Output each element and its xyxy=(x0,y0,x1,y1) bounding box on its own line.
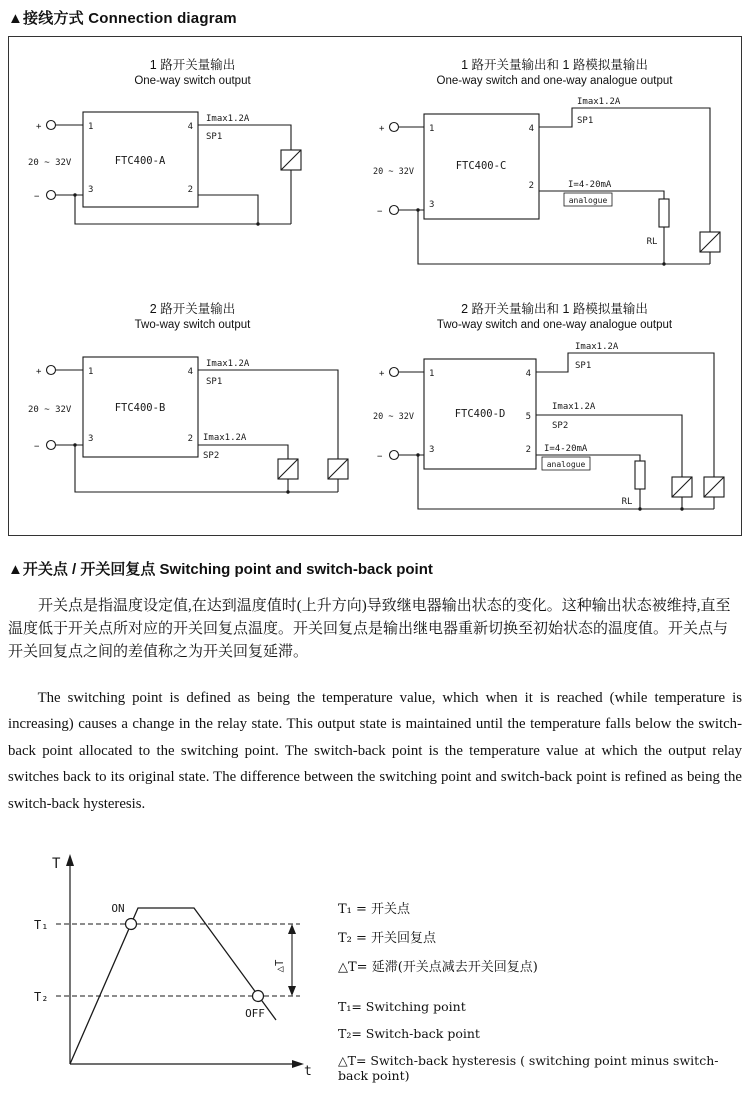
rl-label: RL xyxy=(646,237,658,248)
imax-sp1-label: Imax1.2A xyxy=(205,114,249,125)
hysteresis-graph-section xyxy=(8,848,742,1095)
y-axis-label: T xyxy=(52,855,61,872)
x-axis-arrow-icon xyxy=(292,1060,304,1068)
analogue-current-label: I=4-20mA xyxy=(544,443,588,454)
sp1-label: SP1 xyxy=(205,376,222,387)
off-label: OFF xyxy=(245,1006,265,1020)
plus-label: + xyxy=(379,124,385,135)
terminal-1-label: 1 xyxy=(429,124,435,135)
imax-sp1-label: Imax1.2A xyxy=(575,341,619,352)
terminal-4-label: 4 xyxy=(187,366,193,377)
delta-t-arrow xyxy=(288,924,296,996)
diagram-grid xyxy=(13,57,737,529)
plus-label: + xyxy=(35,366,41,377)
minus-terminal-icon xyxy=(390,206,399,215)
plus-label: + xyxy=(35,122,41,133)
terminal-4-label: 4 xyxy=(528,124,534,135)
supply-voltage-label: 20 ~ 32V xyxy=(373,411,414,422)
terminal-2-label: 2 xyxy=(528,181,534,192)
y-axis-arrow-icon xyxy=(66,854,74,866)
on-point-icon xyxy=(126,918,137,929)
legend-chinese xyxy=(338,898,742,975)
plus-terminal-icon xyxy=(46,365,55,374)
imax-sp1-label: Imax1.2A xyxy=(577,97,621,108)
diagram-ftc400c xyxy=(372,57,737,277)
sp1-label: SP1 xyxy=(205,132,222,143)
minus-label: − xyxy=(377,451,383,462)
diagram-c-junctions xyxy=(416,209,665,266)
diagram-b-wiring xyxy=(46,357,348,492)
legend-english xyxy=(338,999,742,1083)
terminal-4-label: 4 xyxy=(525,368,531,379)
sp1-label: SP1 xyxy=(577,116,594,127)
diagram-b-labels xyxy=(28,359,250,461)
diagram-c-labels xyxy=(373,97,657,247)
diagram-c-schematic xyxy=(372,92,737,277)
section-title-connection: ▲接线方式 Connection diagram xyxy=(8,10,237,27)
diagram-a-title-cn: 1 路开关量输出 xyxy=(149,58,236,72)
terminal-1-label: 1 xyxy=(429,368,435,379)
threshold-lines xyxy=(56,924,300,996)
model-label: FTC400-A xyxy=(114,155,165,168)
diagram-b-junctions xyxy=(73,443,289,493)
t1-axis-label: T₁ xyxy=(34,917,49,932)
x-axis-label: t xyxy=(304,1063,312,1076)
graph-labels xyxy=(34,856,312,1076)
plus-terminal-icon xyxy=(390,367,399,376)
diagram-ftc400b xyxy=(13,301,372,528)
diagram-c-wiring xyxy=(390,108,721,264)
diagram-c-title xyxy=(437,57,673,89)
diagram-a-junctions xyxy=(73,194,259,226)
model-label: FTC400-D xyxy=(454,407,506,420)
terminal-3-label: 3 xyxy=(87,185,93,196)
minus-label: − xyxy=(33,192,39,203)
diagram-b-title-en: Two-way switch output xyxy=(134,319,251,332)
delta-t-label: △T xyxy=(274,959,286,972)
legend-en-t2: T₂= Switch-back point xyxy=(338,1025,480,1041)
analogue-label: analogue xyxy=(546,459,586,469)
terminal-2-label: 2 xyxy=(525,444,531,455)
graph-axes xyxy=(70,862,296,1064)
imax-sp2-label: Imax1.2A xyxy=(552,401,596,412)
sp1-label: SP1 xyxy=(575,360,592,371)
legend-cn-t1: T₁ = 开关点 xyxy=(338,901,411,917)
load-resistor-icon xyxy=(659,199,669,227)
diagram-d-labels xyxy=(373,342,632,507)
terminal-3-label: 3 xyxy=(429,200,435,211)
diagram-b-schematic xyxy=(23,337,363,502)
plus-label: + xyxy=(379,368,385,379)
legend-cn-delta: △T= 延滞(开关点减去开关回复点) xyxy=(338,959,538,975)
terminal-5-label: 5 xyxy=(525,411,531,422)
diagram-ftc400a xyxy=(13,57,372,277)
diagram-d-title xyxy=(437,301,672,333)
analogue-label: analogue xyxy=(568,196,608,206)
load-resistor-icon xyxy=(635,461,645,489)
model-label: FTC400-B xyxy=(114,401,165,414)
terminal-2-label: 2 xyxy=(187,185,193,196)
legend-en-t1: T₁= Switching point xyxy=(338,998,466,1014)
terminal-4-label: 4 xyxy=(187,122,193,133)
body-text-english: The switching point is defined as being the temperature value, which when it is reached (while temperature is increasing) causes a change in the relay state. This output state is maintained until the temperature falls below the switch-back point allocated to the switching point. The switch-back point is the temperature value at which the output relay switches back to its original state. The difference between the switching point and switch-back point is refined as being the switch-back hysteresis. xyxy=(8,689,742,813)
terminal-1-label: 1 xyxy=(87,366,93,377)
terminal-3-label: 3 xyxy=(87,433,93,444)
sp2-label: SP2 xyxy=(202,450,219,461)
graph-axis-arrows xyxy=(66,854,304,1068)
legend-cn-t2: T₂ = 开关回复点 xyxy=(338,930,437,946)
minus-label: − xyxy=(377,207,383,218)
imax-sp1-label: Imax1.2A xyxy=(205,358,249,369)
diagram-a-title-en: One-way switch output xyxy=(134,74,251,87)
terminal-1-label: 1 xyxy=(87,122,93,133)
minus-terminal-icon xyxy=(46,191,55,200)
diagram-d-title-cn: 2 路开关量输出和 1 路模拟量输出 xyxy=(461,302,648,317)
body-text-chinese: 开关点是指温度设定值,在达到温度值时(上升方向)导致继电器输出状态的变化。这种输出状态被维持,直至温度低于开关点所对应的开关回复点温度。开关回复点是输出继电器重新切换至初始状态的温度值。开关点与开关回复点之间的差值称之为开关回复延滞。 xyxy=(8,597,731,661)
analogue-current-label: I=4-20mA xyxy=(568,180,612,191)
diagram-a-title xyxy=(134,57,250,89)
sp2-label: SP2 xyxy=(552,420,569,431)
model-label: FTC400-C xyxy=(455,160,507,173)
rl-label: RL xyxy=(621,496,633,507)
diagram-d-schematic xyxy=(372,337,737,529)
on-label: ON xyxy=(111,901,125,915)
minus-terminal-icon xyxy=(390,450,399,459)
diagram-a-labels xyxy=(28,114,250,202)
minus-label: − xyxy=(33,441,39,452)
diagram-c-title-en: One-way switch and one-way analogue output xyxy=(436,74,673,87)
section-title-switching: ▲开关点 / 开关回复点 Switching point and switch-back point xyxy=(8,560,433,578)
t2-axis-label: T₂ xyxy=(34,989,49,1004)
diagram-d-wiring xyxy=(390,353,725,509)
diagram-a-wiring xyxy=(46,112,301,224)
diagram-a-schematic xyxy=(23,92,363,252)
diagram-b-title xyxy=(135,301,251,333)
terminal-3-label: 3 xyxy=(429,444,435,455)
plus-terminal-icon xyxy=(46,121,55,130)
terminal-2-label: 2 xyxy=(187,433,193,444)
supply-voltage-label: 20 ~ 32V xyxy=(27,158,71,169)
hysteresis-graph xyxy=(8,848,328,1076)
diagram-d-title-en: Two-way switch and one-way analogue output xyxy=(436,319,673,332)
legend-en-delta: △T= Switch-back hysteresis ( switching point minus switch-back point) xyxy=(338,1052,719,1083)
diagram-b-title-cn: 2 路开关量输出 xyxy=(149,302,236,317)
diagram-c-title-cn: 1 路开关量输出和 1 路模拟量输出 xyxy=(461,58,648,72)
supply-voltage-label: 20 ~ 32V xyxy=(27,404,71,415)
supply-voltage-label: 20 ~ 32V xyxy=(373,167,414,178)
imax-sp2-label: Imax1.2A xyxy=(202,432,246,443)
connection-diagram-panel xyxy=(8,36,742,536)
off-point-icon xyxy=(253,990,264,1001)
diagram-ftc400d xyxy=(372,301,737,528)
graph-legend xyxy=(328,848,742,1095)
temperature-curve xyxy=(70,908,276,1064)
plus-terminal-icon xyxy=(390,123,399,132)
minus-terminal-icon xyxy=(46,440,55,449)
